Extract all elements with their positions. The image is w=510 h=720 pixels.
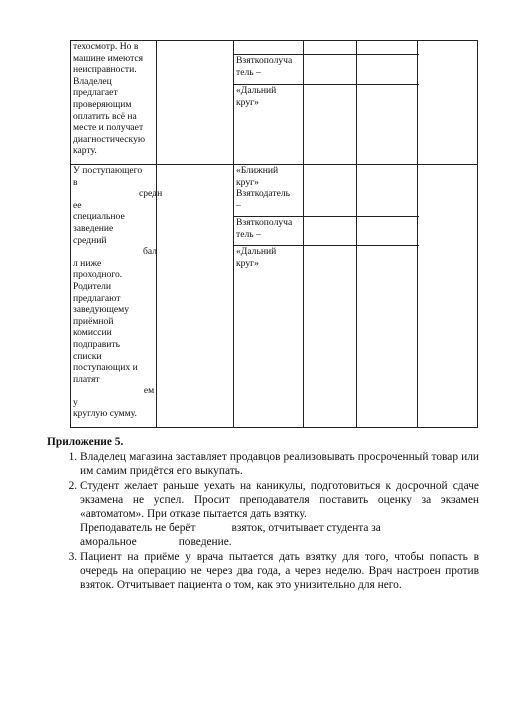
role-cell (234, 165, 304, 428)
appendix-section (47, 435, 479, 592)
situation-cell (71, 41, 157, 165)
empty-cell (356, 165, 417, 428)
scenario-list (47, 450, 479, 592)
empty-cell (303, 165, 356, 428)
role-segment: Взяткополуча тель – (234, 55, 303, 85)
empty-cell (157, 165, 234, 428)
situation-text: техосмотр. Но в машине имеются неисправности. Владелец предлагает проверяющим оплатить всё на месте и получает диагностическую карту. (73, 41, 146, 157)
situation-cell (71, 165, 163, 428)
role-cell (234, 41, 304, 165)
table-row (71, 41, 478, 165)
list-item: 2. Студент желает раньше уехать на каникулы, подготовиться к досрочной сдаче экзамена не успел. Просит преподавателя поставить оценку за экзамен «автоматом». При отказе пытается дать взятку. Преподаватель не берёт взяток, отчитывает студента за аморальное поведение. (80, 479, 479, 550)
list-item: 1. Владелец магазина заставляет продавцов реализовывать просроченный товар или им самим придётся его выкупать. (80, 450, 479, 478)
table-row (71, 165, 478, 428)
role-segment (234, 41, 303, 55)
situation-text: У поступающего в средн ее специальное заведение средний бал л ниже проходного. Родители предлагают заведующему приёмной комиссии подправить списки поступающих и платят ем у круглую сумму. (73, 165, 163, 420)
role-segment: «Дальний круг» (236, 246, 277, 269)
empty-cell (417, 41, 477, 165)
list-item-continuation: аморальное поведение. (80, 536, 232, 549)
empty-cell (417, 165, 477, 428)
role-segment: «Ближний круг» Взяткодатель – (234, 165, 303, 217)
role-segment: «Дальний круг» (236, 85, 277, 108)
list-item-continuation: Преподаватель не берёт взяток, отчитывает студента за (80, 522, 381, 535)
appendix-title: Приложение 5. (47, 436, 124, 448)
scenario-table (70, 40, 478, 428)
empty-cell (356, 41, 417, 165)
list-item: 3. Пациент на приёме у врача пытается дать взятку для того, чтобы попасть в очередь на операцию не через два года, а через неделю. Врач настроен против взяток. Отчитывает пациента о том, как это унизительно для него. (80, 550, 479, 593)
empty-cell (157, 41, 234, 165)
role-segment: Взяткополуча тель – (234, 217, 303, 246)
empty-cell (303, 41, 356, 165)
